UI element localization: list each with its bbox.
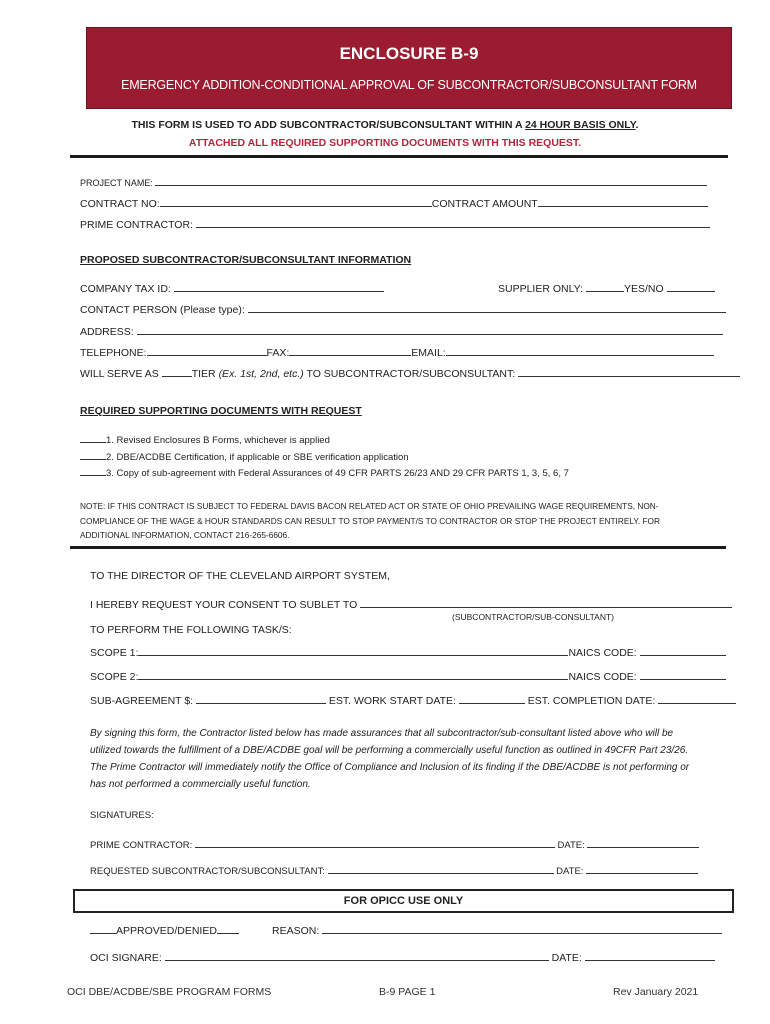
sub-date-label: DATE: [556,866,584,877]
to-sub-field[interactable] [518,367,740,377]
naics-2-label: NAICS CODE: [568,671,637,683]
hereby-label: I HEREBY REQUEST YOUR CONSENT TO SUBLET TO [90,599,358,611]
sub-signature-field[interactable] [328,864,554,874]
naics-2-field[interactable] [640,670,726,680]
footer-left: OCI DBE/ACDBE/SBE PROGRAM FORMS [67,986,272,998]
tier-label: TIER [191,368,216,380]
form-subtitle: EMERGENCY ADDITION-CONDITIONAL APPROVAL OF SUBCONTRACTOR/SUBCONSULTANT FORM [121,78,697,92]
project-name-field[interactable] [155,176,707,186]
address-field[interactable] [137,325,723,335]
supplier-only-row [498,282,715,295]
telephone-label: TELEPHONE: [80,347,147,359]
required-doc-text: 3. Copy of sub-agreement with Federal Assurances of 49 CFR PARTS 26/23 AND 29 CFR PARTS 1, 3, 5, 6, 7 [106,468,569,479]
naics-1-field[interactable] [640,646,726,656]
oci-date-label: DATE: [551,952,582,964]
scope-2-field[interactable] [138,670,568,680]
oci-date-field[interactable] [585,951,715,961]
sub-date-field[interactable] [586,864,698,874]
oci-signature-label: OCI SIGNARE: [90,952,162,964]
company-tax-id-field[interactable] [174,282,384,292]
contact-person-label: CONTACT PERSON (Please type): [80,304,245,316]
required-doc-item [80,433,330,446]
est-start-field[interactable] [459,694,525,704]
note-line-1: NOTE: IF THIS CONTRACT IS SUBJECT TO FEDERAL DAVIS BACON RELATED ACT OR STATE OF OHIO PREVAILING WAGE REQUIREMENTS, NON- [80,501,659,511]
project-name-label: PROJECT NAME: [80,178,153,188]
fax-field[interactable] [289,346,411,356]
sub-signature-label: REQUESTED SUBCONTRACTOR/SUBCONSULTANT: [90,866,325,877]
project-name-row [80,176,707,188]
to-sub-label: TO SUBCONTRACTOR/SUBCONSULTANT: [306,368,516,380]
fax-label: FAX: [266,347,290,359]
prime-contractor-field[interactable] [196,218,710,228]
est-completion-label: EST. COMPLETION DATE: [527,695,656,707]
email-label: EMAIL: [411,347,446,359]
will-serve-label: WILL SERVE AS [80,368,159,380]
scope-1-label: SCOPE 1: [90,647,139,659]
sub-signature-row [90,864,698,877]
assurance-line-1: By signing this form, the Contractor listed below has made assurances that all subcontractor/sub-consultant listed above who will be [90,728,674,739]
reason-label: REASON: [272,925,320,937]
yes-no-label: YES/NO [623,283,664,295]
required-doc-item [80,450,409,463]
footer-revision: Rev January 2021 [613,986,699,998]
contract-no-field[interactable] [160,197,432,207]
doc-check-field[interactable] [80,450,106,460]
scope-1-field[interactable] [138,646,568,656]
contact-person-row [80,303,726,316]
prime-contractor-row [80,218,710,231]
tier-example: (Ex. 1st, 2nd, etc.) [218,368,304,380]
prime-date-label: DATE: [557,840,585,851]
doc-check-field[interactable] [80,433,106,443]
address-row [80,325,723,338]
intro-emphasis: 24 HOUR BASIS ONLY [525,119,636,131]
form-title: ENCLOSURE B-9 [339,44,479,63]
company-tax-id-row [80,282,384,295]
company-tax-id-label: COMPANY TAX ID: [80,283,171,295]
reason-field[interactable] [322,924,722,934]
assurance-line-2: utilized towards the fulfillment of a DBE/ACDBE goal will be performing a commercially useful function as outlined in 49CFR Part 23/26. [90,745,689,756]
sub-agreement-field[interactable] [196,694,326,704]
required-doc-text: 2. DBE/ACDBE Certification, if applicable or SBE verification application [106,452,409,463]
sublet-to-field[interactable] [360,598,732,608]
email-field[interactable] [446,346,714,356]
contract-amount-field[interactable] [538,197,708,207]
section-divider [70,546,726,549]
intro-line-1 [0,119,770,131]
footer-page: B-9 PAGE 1 [379,986,436,998]
telephone-field[interactable] [147,346,267,356]
supplier-only-label: SUPPLIER ONLY: [498,283,584,295]
proposed-heading: PROPOSED SUBCONTRACTOR/SUBCONSULTANT INFORMATION [80,254,412,266]
intro-text: THIS FORM IS USED TO ADD SUBCONTRACTOR/SUBCONSULTANT WITHIN A [131,119,526,131]
reason-row [272,924,722,937]
scope-2-label: SCOPE 2: [90,671,139,683]
supplier-yes-field[interactable] [586,282,624,292]
intro-period: . [635,119,639,131]
address-label: ADDRESS: [80,326,134,338]
signatures-heading: SIGNATURES: [90,810,154,821]
note-line-2: COMPLIANCE OF THE WAGE & HOUR STANDARDS CAN RESULT TO STOP PAYMENT/S TO CONTRACTOR OR STOP THE PROJECT ENTIRELY. FOR [80,516,660,526]
assurance-line-3: The Prime Contractor will immediately notify the Office of Compliance and Inclusion of its finding if the DBE/ACDBE is not performing or [90,762,690,773]
scope-2-row [90,670,726,683]
oci-signature-field[interactable] [165,951,549,961]
prime-date-field[interactable] [587,838,699,848]
required-doc-item [80,466,569,479]
prime-contractor-label: PRIME CONTRACTOR: [80,219,193,231]
contract-row [80,197,708,210]
prime-signature-label: PRIME CONTRACTOR: [90,840,193,851]
contact-person-field[interactable] [248,303,726,313]
required-docs-heading: REQUIRED SUPPORTING DOCUMENTS WITH REQUEST [80,405,362,417]
doc-check-field[interactable] [80,466,106,476]
sub-agreement-row [90,694,736,707]
note-line-3: ADDITIONAL INFORMATION, CONTACT 216-265-6606. [80,530,290,540]
to-perform: TO PERFORM THE FOLLOWING TASK/S: [90,624,292,636]
approved-denied-label: APPROVED/DENIED [116,925,217,937]
section-divider [70,155,728,158]
sub-agreement-label: SUB-AGREEMENT $: [90,695,194,707]
approved-denied-field[interactable] [217,924,239,934]
sub-caption: (SUBCONTRACTOR/SUB-CONSULTANT) [452,612,614,622]
scope-1-row [90,646,726,659]
header-banner [86,27,732,109]
est-start-label: EST. WORK START DATE: [328,695,456,707]
opicc-heading-box [73,889,734,913]
est-completion-field[interactable] [658,694,736,704]
supplier-no-field[interactable] [667,282,715,292]
to-director: TO THE DIRECTOR OF THE CLEVELAND AIRPORT SYSTEM, [90,570,390,582]
contract-amount-label: CONTRACT AMOUNT [431,198,538,210]
oci-signature-row [90,951,715,964]
naics-1-label: NAICS CODE: [568,647,637,659]
approved-denied-row [90,924,239,937]
opicc-heading: FOR OPICC USE ONLY [343,895,464,907]
assurance-line-4: has not performed a commercially useful function. [90,779,311,790]
required-doc-text: 1. Revised Enclosures B Forms, whichever is applied [106,435,330,446]
approved-denied-check[interactable] [90,924,116,934]
prime-signature-row [90,838,699,851]
prime-signature-field[interactable] [195,838,555,848]
contract-no-label: CONTRACT NO: [80,198,160,210]
will-serve-row [80,367,740,380]
hereby-row [90,598,732,611]
telephone-row [80,346,714,359]
intro-line-2: ATTACHED ALL REQUIRED SUPPORTING DOCUMENTS WITH THIS REQUEST. [188,137,582,149]
tier-field[interactable] [162,367,192,377]
